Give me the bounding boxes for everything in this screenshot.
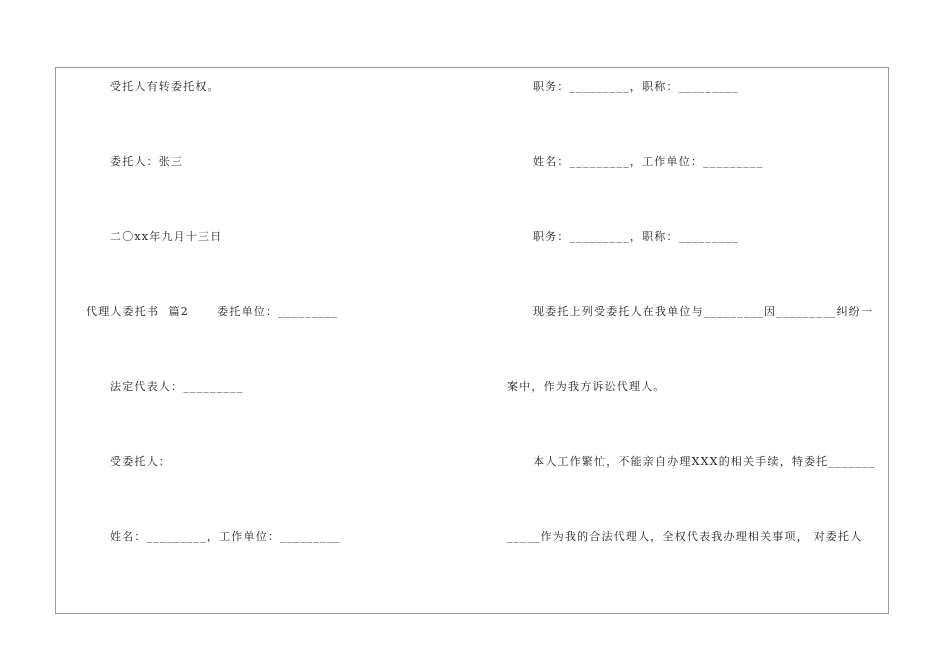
left-line-principal: 委托人：张三: [110, 155, 184, 168]
left-line-agent-heading: 受委托人：: [110, 455, 171, 468]
left-line-agent-name: 姓名：_________，工作单位：_________: [110, 530, 341, 543]
right-line-name: 姓名：_________，工作单位：_________: [533, 155, 764, 168]
right-line-busy-statement: 本人工作繁忙，不能亲自办理XXX的相关手续，特委托_______: [533, 455, 876, 468]
right-line-entrust-statement: 现委托上列受委托人在我单位与_________因_________纠纷一: [533, 305, 874, 318]
right-line-position-1: 职务：_________，职称：_________: [533, 80, 739, 93]
right-line-agent-authority: _____作为我的合法代理人，全权代表我办理相关事项， 对委托人: [507, 530, 863, 543]
left-line-date: 二〇xx年九月十三日: [110, 230, 223, 243]
left-line-legal-rep: 法定代表人：_________: [110, 380, 244, 393]
left-line-section-title: 代理人委托书 篇2 委托单位：_________: [86, 305, 339, 318]
right-line-position-2: 职务：_________，职称：_________: [533, 230, 739, 243]
right-line-case-continuation: 案中，作为我方诉讼代理人。: [507, 380, 666, 393]
left-line-transfer-right: 受托人有转委托权。: [110, 80, 220, 93]
